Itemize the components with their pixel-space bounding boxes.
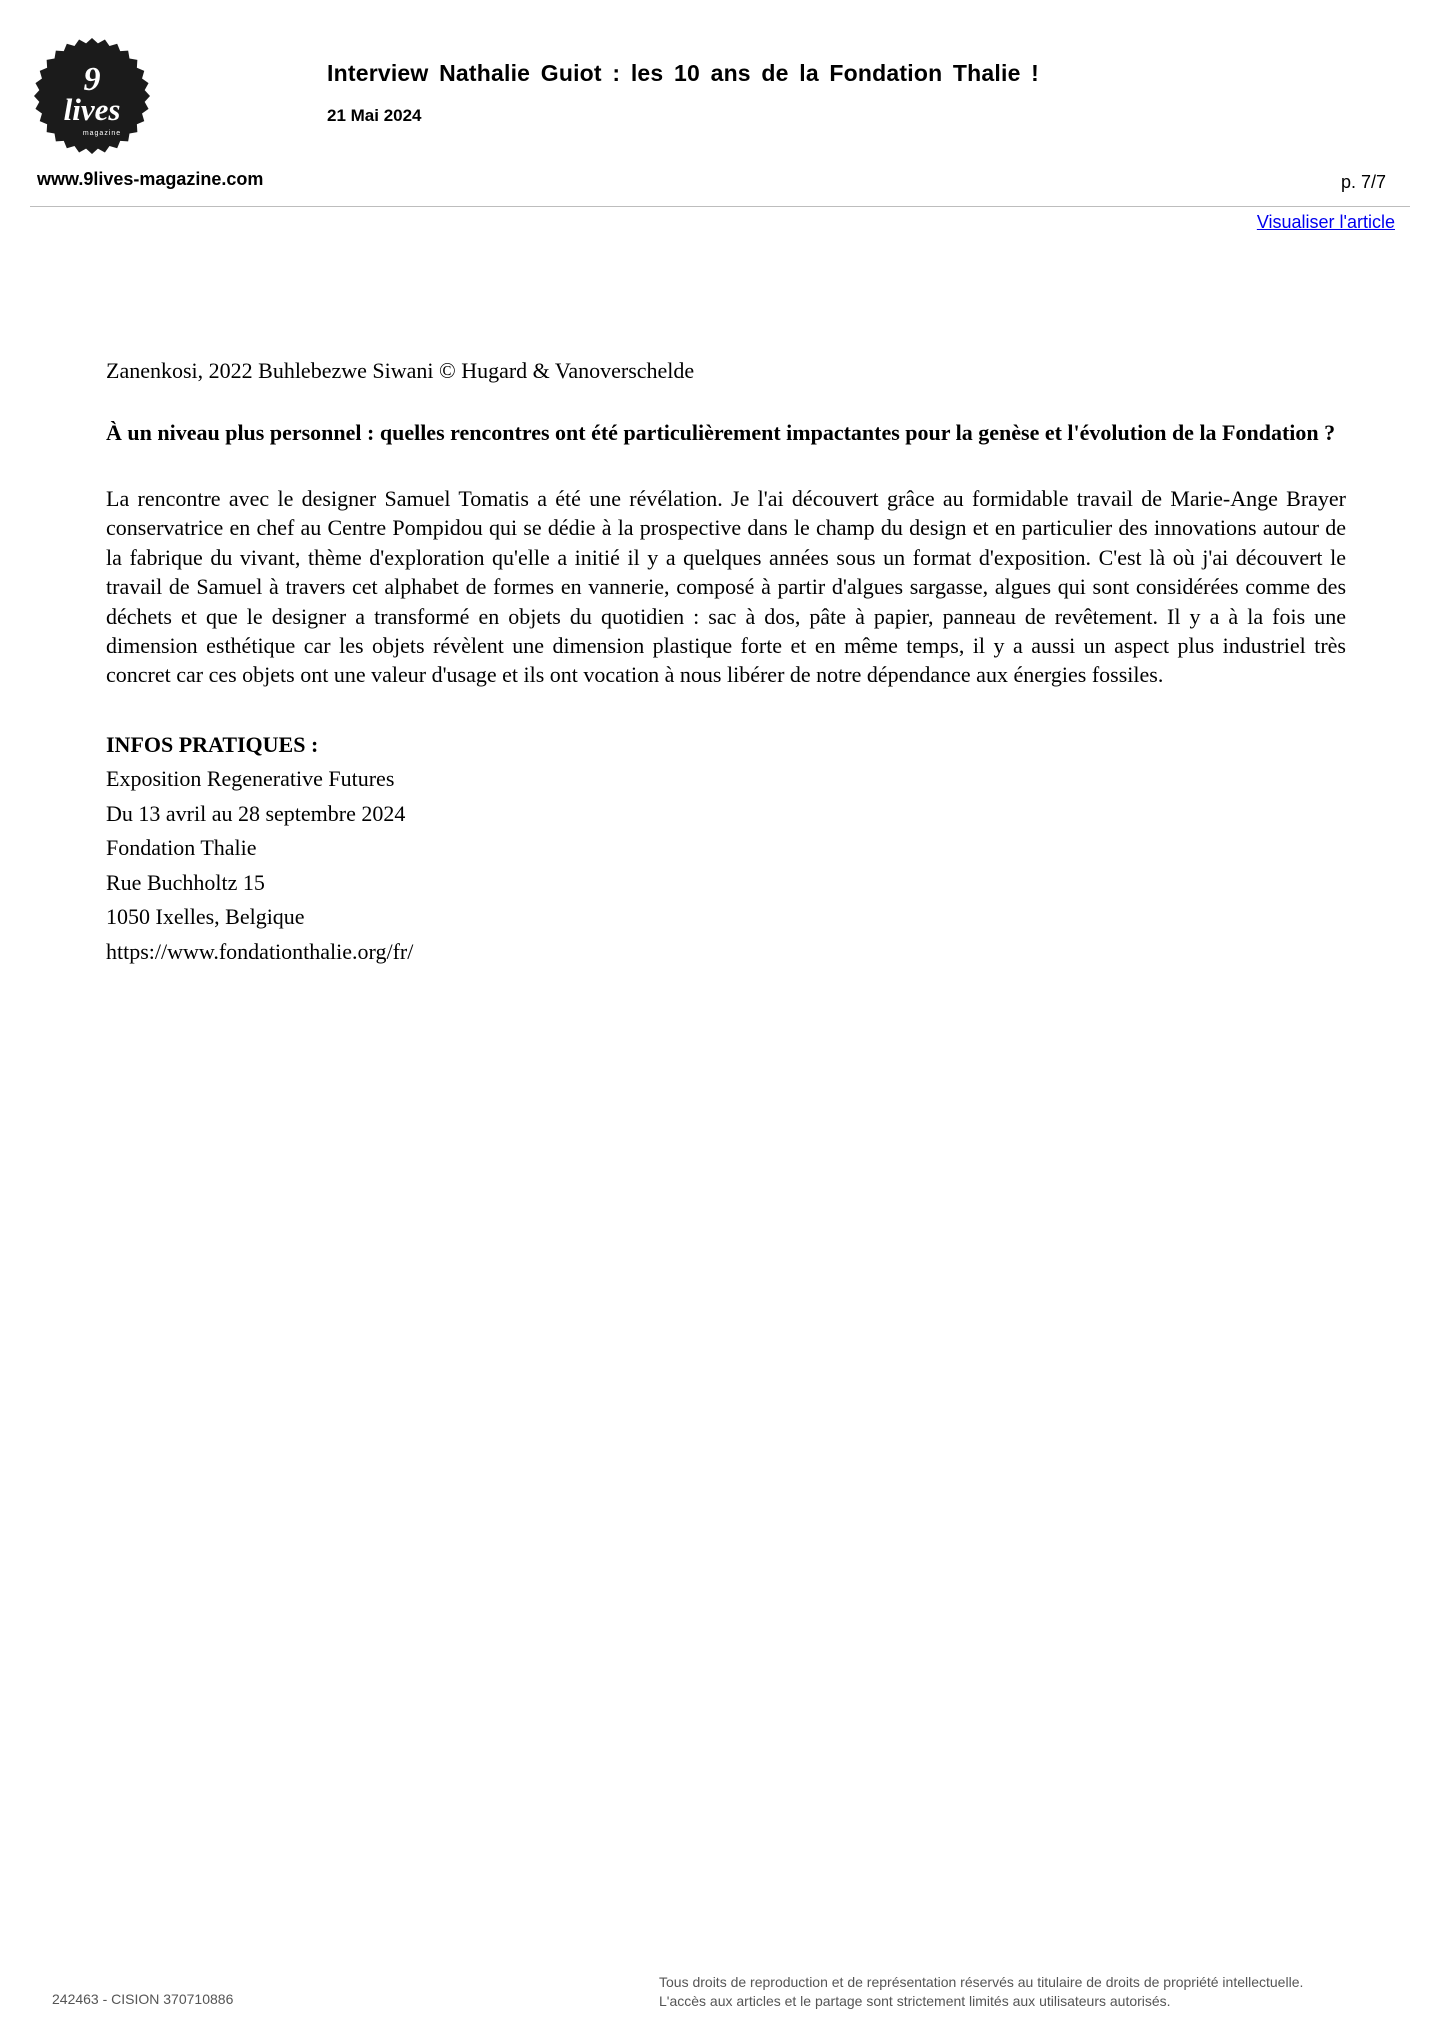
header-divider [30,206,1410,207]
article-body [106,356,1346,969]
footer-rights-line-1: Tous droits de reproduction et de représentation réservés au titulaire de droits de propriété intellectuelle. [659,1974,1304,1990]
site-url: www.9lives-magazine.com [37,169,264,189]
info-city: 1050 Ixelles, Belgique [106,904,305,930]
logo-number: 9 [83,61,101,98]
logo-sub: magazine [82,130,122,137]
9lives-logo-icon [32,36,152,156]
view-article-link[interactable]: Visualiser l'article [1256,212,1395,232]
article-date: 21 Mai 2024 [327,106,422,125]
footer-rights [659,1973,1303,2011]
info-dates: Du 13 avril au 28 septembre 2024 [106,800,406,826]
page-number: p. 7/7 [1340,172,1386,192]
info-street: Rue Buchholtz 15 [106,869,265,895]
article-title: Interview Nathalie Guiot : les 10 ans de la Fondation Thalie ! [327,60,1040,86]
logo-word: lives [63,92,121,127]
practical-info-heading: INFOS PRATIQUES : [106,731,319,757]
info-venue: Fondation Thalie [106,835,257,861]
interview-answer: La rencontre avec le designer Samuel Tomatis a été une révélation. Je l'ai découvert grâce au formidable travail de Marie-Ange Brayer conservatrice en chef au Centre Pompidou qui se dédie à la prospective dans le champ du design et en particulier des innovations autour de la fabrique du vivant, thème d'exploration qu'elle a initié il y a quelques années sous un format d'exposition. C'est là où j'ai découvert le travail de Samuel à travers cet alphabet de formes en vannerie, composé à partir d'algues sargasse, algues qui sont considérées comme des déchets et que le designer a transformé en objets du quotidien : sac à dos, pâte à papier, panneau de revêtement. Il y a à la fois une dimension esthétique car les objets révèlent une dimension plastique forte et en même temps, il y a aussi un aspect plus industriel très concret car ces objets ont une valeur d'usage et ils ont vocation à nous libérer de notre dépendance aux énergies fossiles. [106,486,1346,688]
footer-reference: 242463 - CISION 370710886 [52,1991,234,2007]
footer-rights-line-2: L'accès aux articles et le partage sont strictement limités aux utilisateurs autorisés. [659,1993,1171,2009]
practical-info [106,728,1346,970]
image-caption: Zanenkosi, 2022 Buhlebezwe Siwani © Hugard & Vanoverschelde [106,358,695,383]
info-website: https://www.fondationthalie.org/fr/ [106,938,414,964]
info-exhibition: Exposition Regenerative Futures [106,766,395,792]
interview-question: À un niveau plus personnel : quelles rencontres ont été particulièrement impactantes pour la genèse et l'évolution de la Fondation ? [106,420,1336,445]
